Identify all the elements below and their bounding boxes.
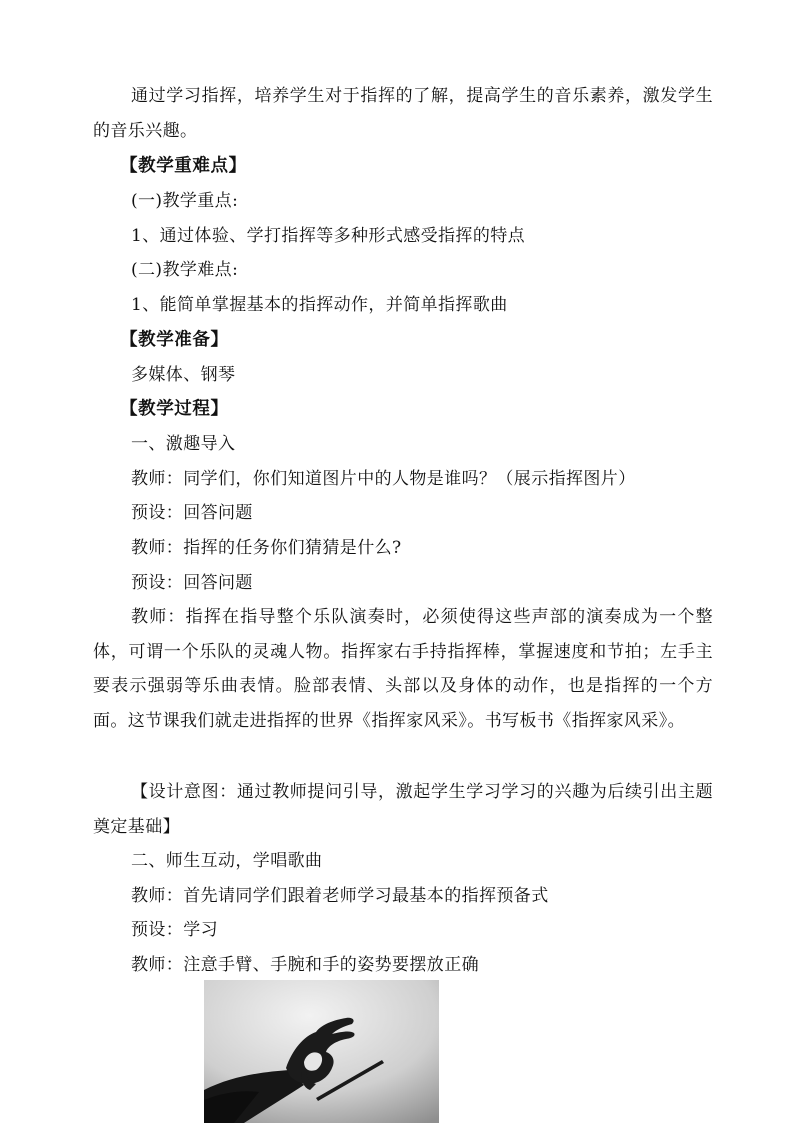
- difficulty-item: 1、能简单掌握基本的指挥动作，并简单指挥歌曲: [131, 295, 508, 315]
- teacher-explanation: 教师：指挥在指导整个乐队演奏时，必须使得这些声部的演奏成为一个整体，可谓一个乐队的灵魂人物。指挥家右手持指挥棒，掌握速度和节拍；左手主要表示强弱等乐曲表情。脸部表情、头部以及身体的动作，也是指挥的一个方面。这节课我们就走进指挥的世界《指挥家风采》。书写板书《指挥家风采》。: [93, 607, 713, 731]
- difficulty-label: (二)教学难点:: [131, 260, 239, 280]
- preset-answer-3: 预设：学习: [131, 920, 218, 940]
- step1-title: 一、激趣导入: [131, 434, 236, 454]
- teacher-question-3: 教师：首先请同学们跟着老师学习最基本的指挥预备式: [131, 886, 549, 906]
- prep-items: 多媒体、钢琴: [131, 365, 236, 385]
- key-heading: 【教学重难点】: [120, 156, 247, 176]
- step2-title: 二、师生互动，学唱歌曲: [131, 851, 323, 871]
- conductor-hand-silhouette: [204, 980, 439, 1123]
- key-point-label: (一)教学重点:: [131, 191, 239, 211]
- preset-answer-2: 预设：回答问题: [131, 573, 253, 593]
- teacher-question-1: 教师：同学们，你们知道图片中的人物是谁吗？（展示指挥图片）: [131, 469, 636, 489]
- design-intent: 【设计意图：通过教师提问引导，激起学生学习学习的兴趣为后续引出主题奠定基础】: [93, 782, 713, 837]
- preset-answer-1: 预设：回答问题: [131, 503, 253, 523]
- key-point-item: 1、通过体验、学打指挥等多种形式感受指挥的特点: [131, 226, 526, 246]
- conductor-photo: [204, 980, 439, 1123]
- teacher-question-4: 教师：注意手臂、手腕和手的姿势要摆放正确: [131, 955, 479, 975]
- prep-heading: 【教学准备】: [120, 330, 229, 350]
- goal-paragraph: 通过学习指挥，培养学生对于指挥的了解，提高学生的音乐素养，激发学生的音乐兴趣。: [93, 86, 713, 141]
- process-heading: 【教学过程】: [120, 399, 229, 419]
- teacher-question-2: 教师：指挥的任务你们猜猜是什么?: [131, 538, 402, 558]
